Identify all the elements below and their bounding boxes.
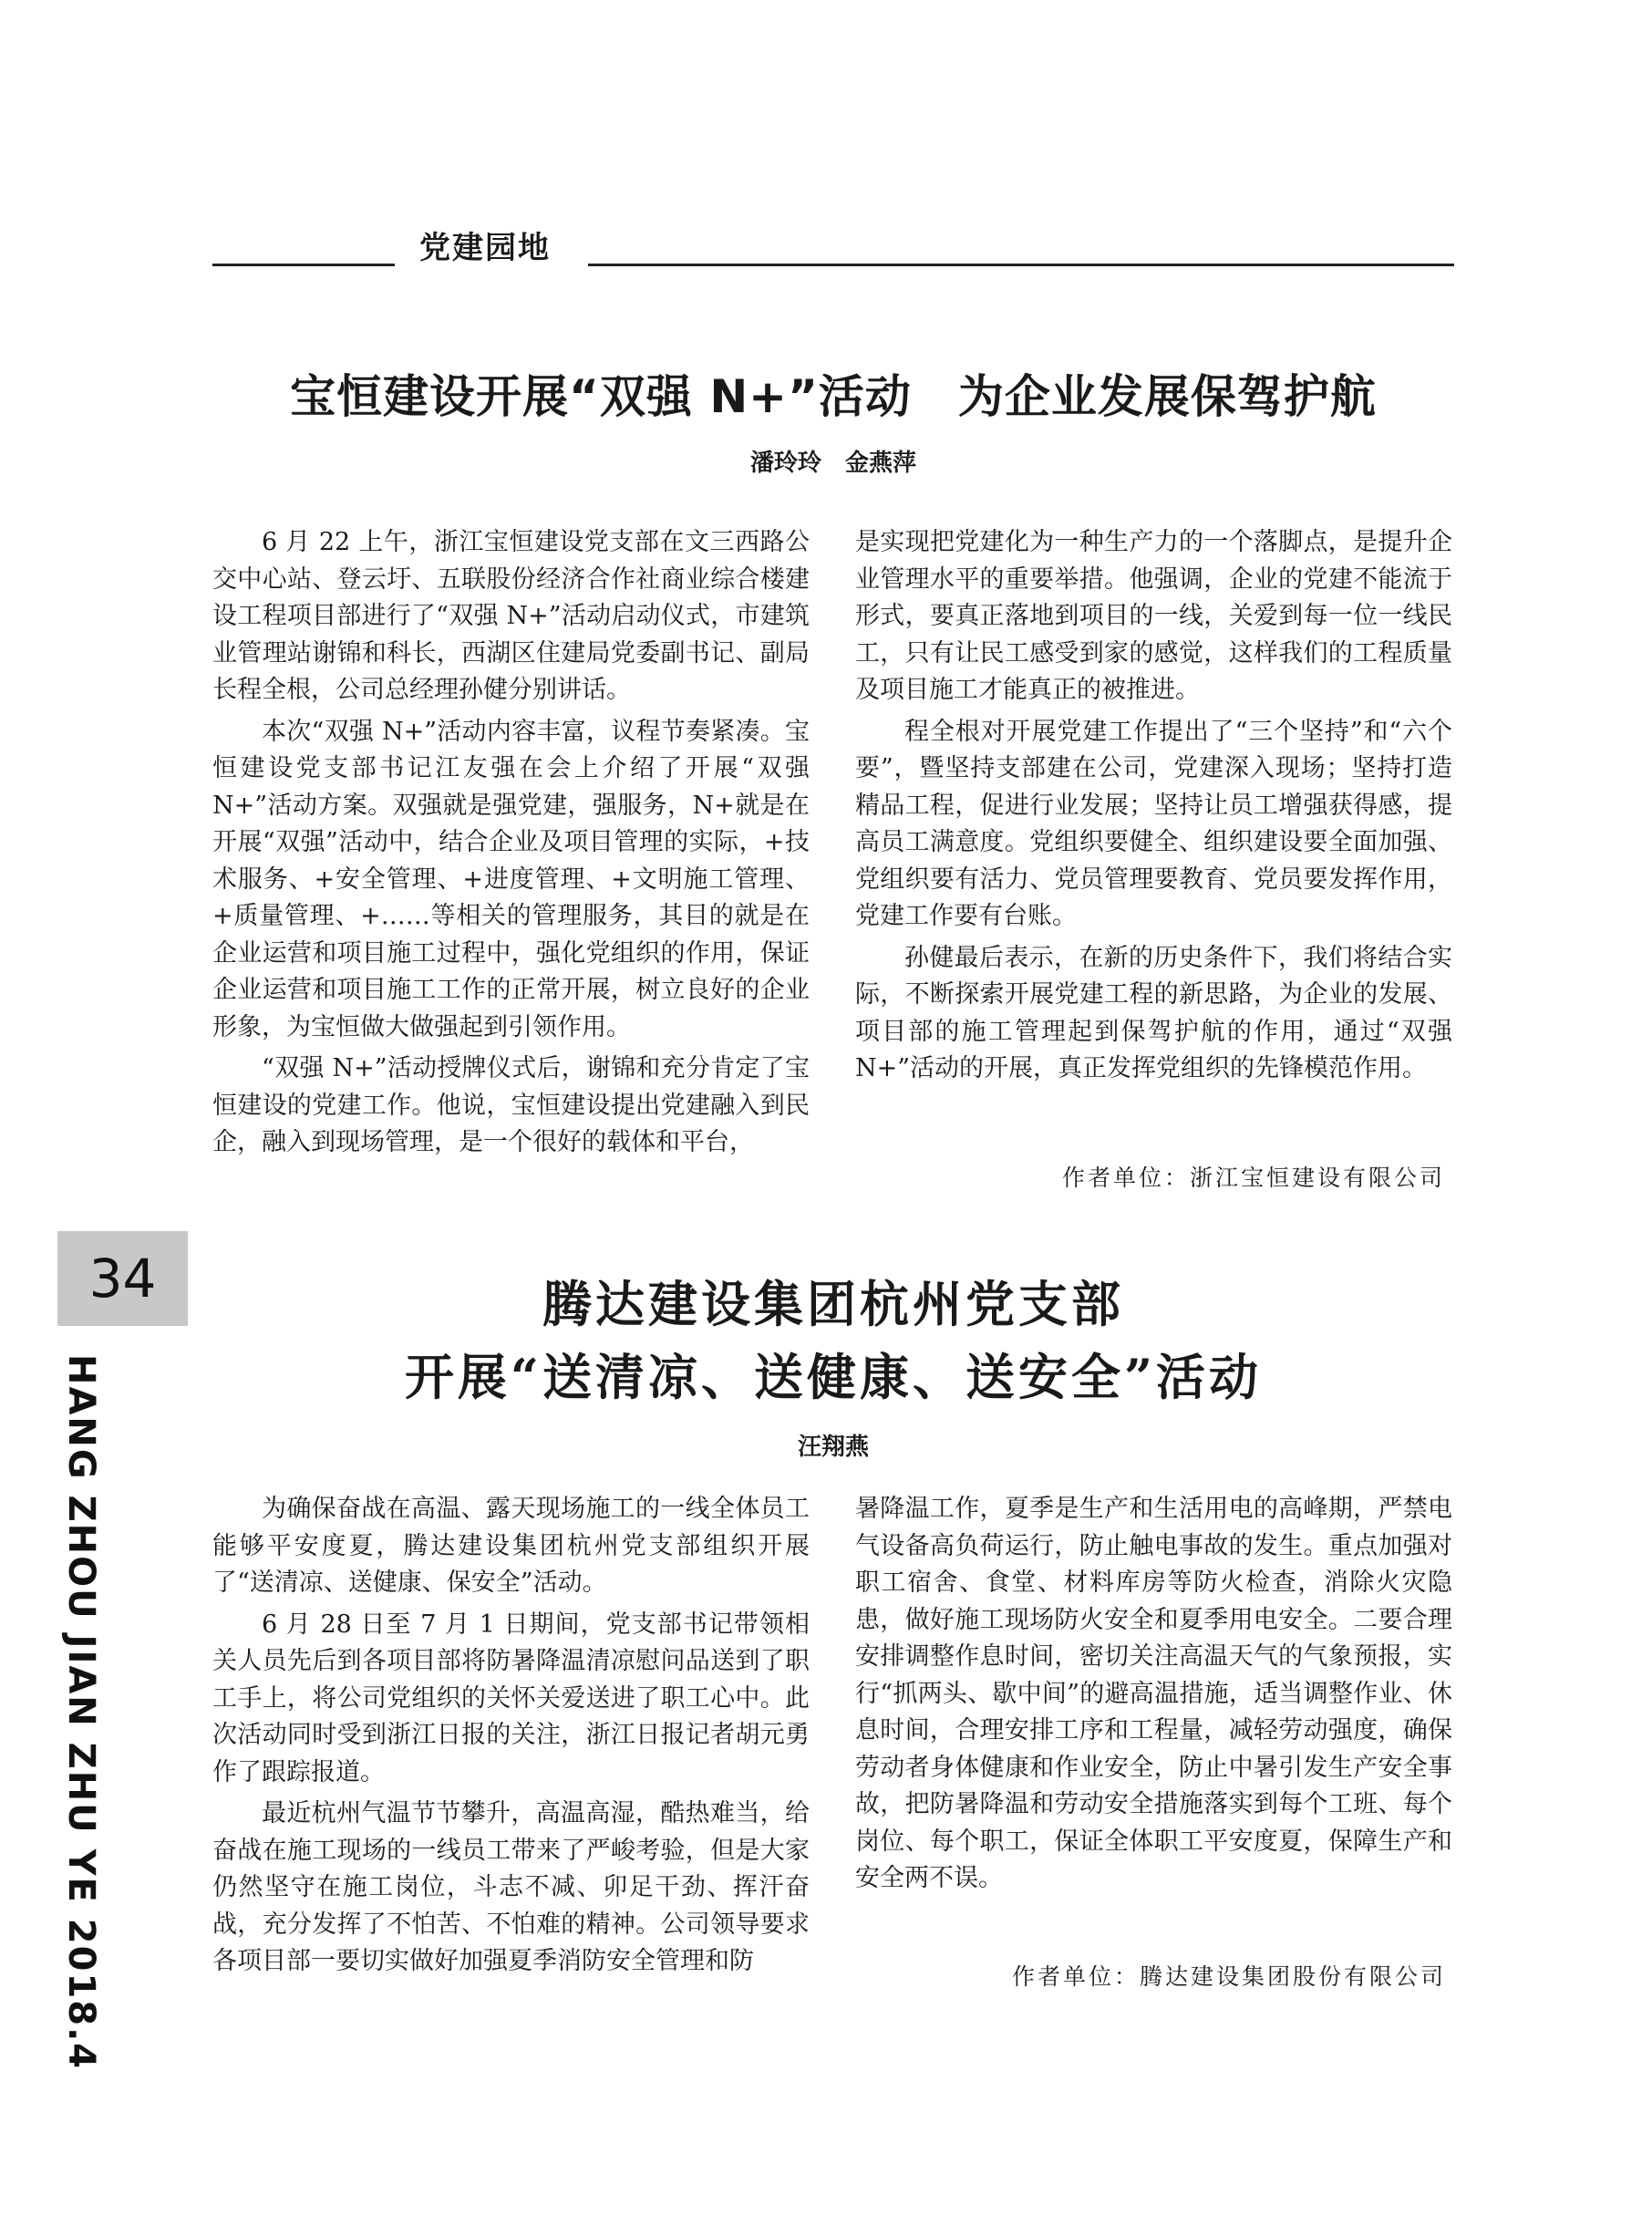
article2-left-column bbox=[212, 1491, 810, 1985]
article1-left-column bbox=[212, 524, 810, 1166]
paragraph: 本次“双强 N+”活动内容丰富，议程节奏紧凑。宝恒建设党支部书记江友强在会上介绍了开展“双强 N+”活动方案。双强就是强党建，强服务，N+就是在开展“双强”活动中，结合企业及项目管理的实际，+技术服务、+安全管理、+进度管理、+文明施工管理、+质量管理、+……等相关的管理服务，其目的就是在企业运营和项目施工过程中，强化党组织的作用，保证企业运营和项目施工工作的正常开展，树立良好的企业形象，为宝恒做大做强起到引领作用。 bbox=[212, 717, 810, 1041]
paragraph: 6 月 28 日至 7 月 1 日期间，党支部书记带领相关人员先后到各项目部将防暑降温清凉慰问品送到了职工手上，将公司党组织的关怀关爱送进了职工心中。此次活动同时受到浙江日报的关注，浙江日报记者胡元勇作了跟踪报道。 bbox=[212, 1610, 810, 1786]
paragraph: 6 月 22 上午，浙江宝恒建设党支部在文三西路公交中心站、登云圩、五联股份经济合作社商业综合楼建设工程项目部进行了“双强 N+”活动启动仪式，市建筑业管理站谢锦和科长，西湖区住建局党委副书记、副局长程全根，公司总经理孙健分别讲话。 bbox=[212, 528, 810, 704]
paragraph: 最近杭州气温节节攀升，高温高湿，酷热难当，给奋战在施工现场的一线员工带来了严峻考验，但是大家仍然坚守在施工岗位，斗志不减、卯足干劲、挥汗奋战，充分发挥了不怕苦、不怕难的精神。公司领导要求各项目部一要切实做好加强夏季消防安全管理和防 bbox=[212, 1799, 810, 1975]
article2-right-column bbox=[855, 1491, 1452, 1902]
article1-author-unit: 作者单位：浙江宝恒建设有限公司 bbox=[1062, 1165, 1446, 1191]
article2-title-line1: 腾达建设集团杭州党支部 bbox=[542, 1275, 1124, 1333]
journal-name: HANG ZHOU JIAN ZHU YE 2018.4 bbox=[60, 1354, 102, 2071]
section-title: 党建园地 bbox=[419, 230, 551, 266]
paragraph: 是实现把党建化为一种生产力的一个落脚点，是提升企业管理水平的重要举措。他强调，企业的党建不能流于形式，要真正落地到项目的一线，关爱到每一位一线民工，只有让民工感受到家的感觉，这样我们的工程质量及项目施工才能真正的被推进。 bbox=[855, 528, 1452, 704]
header-rule-left bbox=[212, 264, 395, 266]
paragraph: 孙健最后表示，在新的历史条件下，我们将结合实际，不断探索开展党建工程的新思路，为企业的发展、项目部的施工管理起到保驾护航的作用，通过“双强 N+”活动的开展，真正发挥党组织的先锋模范作用。 bbox=[855, 943, 1452, 1082]
section-header bbox=[212, 223, 1454, 268]
page-number: 34 bbox=[57, 1231, 188, 1326]
paragraph: 为确保奋战在高温、露天现场施工的一线全体员工能够平安度夏，腾达建设集团杭州党支部组织开展了“送清凉、送健康、保安全”活动。 bbox=[212, 1495, 810, 1597]
article2-author: 汪翔燕 bbox=[797, 1434, 869, 1461]
article2-title-line2: 开展“送清凉、送健康、送安全”活动 bbox=[404, 1348, 1263, 1406]
article1-authors: 潘玲玲 金燕萍 bbox=[749, 450, 916, 477]
paragraph: “双强 N+”活动授牌仪式后，谢锦和充分肯定了宝恒建设的党建工作。他说，宝恒建设提出党建融入到民企，融入到现场管理，是一个很好的载体和平台， bbox=[212, 1054, 810, 1156]
article1-right-column bbox=[855, 524, 1452, 1092]
paragraph: 暑降温工作，夏季是生产和生活用电的高峰期，严禁电气设备高负荷运行，防止触电事故的发生。重点加强对职工宿舍、食堂、材料库房等防火检查，消除火灾隐患，做好施工现场防火安全和夏季用电安全。二要合理安排调整作息时间，密切关注高温天气的气象预报，实行“抓两头、歇中间”的避高温措施，适当调整作业、休息时间，合理安排工序和工程量，减轻劳动强度，确保劳动者身体健康和作业安全，防止中暑引发生产安全事故，把防暑降温和劳动安全措施落实到每个工班、每个岗位、每个职工，保证全体职工平安度夏，保障生产和安全两不误。 bbox=[855, 1495, 1452, 1892]
header-rule-right bbox=[588, 264, 1454, 266]
paragraph: 程全根对开展党建工作提出了“三个坚持”和“六个要”，暨坚持支部建在公司，党建深入现场；坚持打造精品工程，促进行业发展；坚持让员工增强获得感，提高员工满意度。党组织要健全、组织建设要全面加强、党组织要有活力、党员管理要教育、党员要发挥作用，党建工作要有台账。 bbox=[855, 717, 1452, 930]
article1-title: 宝恒建设开展“双强 N+”活动 为企业发展保驾护航 bbox=[290, 370, 1377, 423]
article2-author-unit: 作者单位：腾达建设集团股份有限公司 bbox=[1012, 1963, 1447, 1990]
